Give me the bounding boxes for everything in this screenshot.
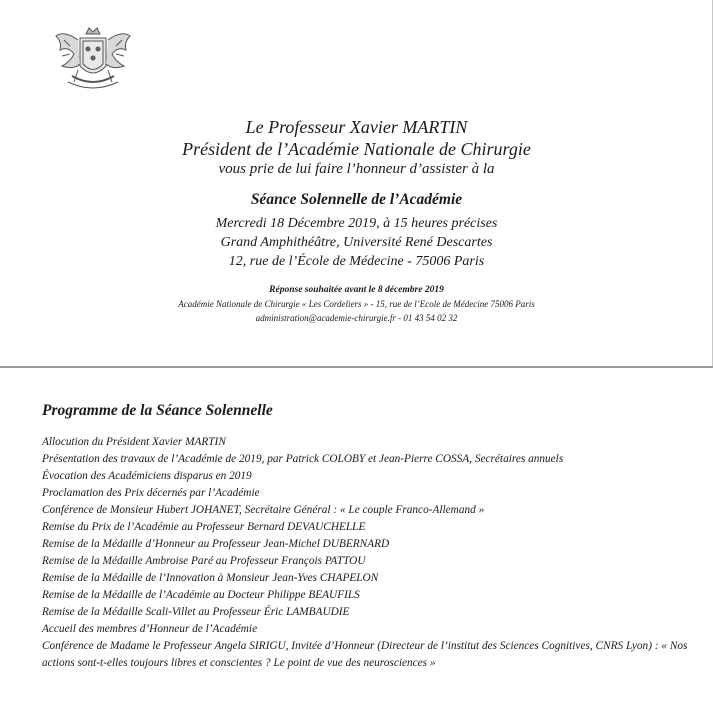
event-address: 12, rue de l’École de Médecine - 75006 Paris — [228, 254, 485, 269]
host-role: Président de l’Académie Nationale de Chirurgie — [182, 139, 531, 159]
event-date-time: Mercredi 18 Décembre 2019, à 15 heures précises — [215, 216, 498, 231]
program-item: Évocation des Académiciens disparus en 2019 — [42, 470, 252, 482]
program-card — [0, 366, 713, 712]
academy-crest-icon — [50, 24, 136, 96]
program-item: Allocution du Président Xavier MARTIN — [42, 436, 226, 448]
program-item: Remise de la Médaille de l’Innovation à Monsieur Jean-Yves CHAPELON — [42, 572, 379, 584]
program-item: Remise de la Médaille Ambroise Paré au Professeur François PATTOU — [42, 555, 366, 567]
program-item: Remise du Prix de l’Académie au Professeur Bernard DEVAUCHELLE — [42, 521, 366, 533]
program-item: Conférence de Madame le Professeur Angela SIRIGU, Invitée d’Honneur (Directeur de l’institut des Sciences Cognitives, CNRS Lyon) : « Nos actions sont-t-elles toujours libres et conscientes ? Le point de vue des neurosciences » — [42, 640, 688, 669]
invitation-request: vous prie de lui faire l’honneur d’assister à la — [218, 161, 495, 177]
program-item: Conférence de Monsieur Hubert JOHANET, Secrétaire Général : « Le couple Franco-Allemand » — [42, 504, 485, 516]
event-title: Séance Solennelle de l’Académie — [250, 191, 463, 208]
program-item: Remise de la Médaille de l’Académie au Docteur Philippe BEAUFILS — [42, 589, 360, 601]
program-title: Programme de la Séance Solennelle — [42, 402, 273, 419]
program-item: Présentation des travaux de l’Académie de 2019, par Patrick COLOBY et Jean-Pierre COSSA, Secrétaires annuels — [42, 453, 564, 465]
host-name: Le Professeur Xavier MARTIN — [245, 117, 468, 137]
program-item: Accueil des membres d’Honneur de l’Académie — [42, 623, 258, 635]
rsvp-contact: administration@academie-chirurgie.fr - 01 43 54 02 32 — [255, 313, 458, 323]
rsvp-deadline: Réponse souhaitée avant le 8 décembre 2019 — [269, 285, 444, 295]
program-list — [42, 434, 707, 672]
event-venue: Grand Amphithéâtre, Université René Descartes — [220, 235, 493, 250]
program-item: Remise de la Médaille Scali-Villet au Professeur Éric LAMBAUDIE — [42, 606, 350, 618]
program-item: Proclamation des Prix décernés par l’Académie — [42, 487, 260, 499]
program-item: Remise de la Médaille d’Honneur au Professeur Jean-Michel DUBERNARD — [42, 538, 390, 550]
rsvp-address: Académie Nationale de Chirurgie « Les Cordeliers » - 15, rue de l’Ecole de Médecine 75006 Paris — [178, 299, 535, 309]
